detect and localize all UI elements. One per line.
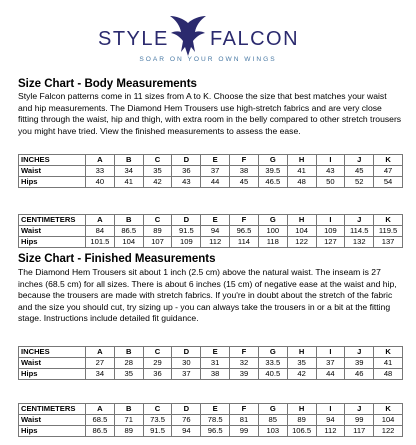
- table-header-cell: E: [201, 155, 230, 166]
- table-cell: 91.5: [143, 426, 172, 437]
- brand-header: [0, 0, 416, 72]
- body-measurements-title: Size Chart - Body Measurements: [18, 78, 197, 90]
- table-cell: 41: [114, 177, 143, 188]
- table-cell: 94: [316, 415, 345, 426]
- table-cell: 52: [345, 177, 374, 188]
- table-cell: 39: [230, 369, 259, 380]
- table-header-cell: INCHES: [19, 347, 86, 358]
- row-label-cell: Hips: [19, 237, 86, 248]
- table-cell: 43: [316, 166, 345, 177]
- table-cell: 89: [114, 426, 143, 437]
- table-header-cell: K: [374, 215, 403, 226]
- table-cell: 99: [345, 415, 374, 426]
- table-header-cell: H: [287, 215, 316, 226]
- table-cell: 91.5: [172, 226, 201, 237]
- table-cell: 86.5: [114, 226, 143, 237]
- table-cell: 100: [258, 226, 287, 237]
- table-cell: 118: [258, 237, 287, 248]
- row-label-cell: Waist: [19, 358, 86, 369]
- table-cell: 54: [374, 177, 403, 188]
- table-cell: 119.5: [374, 226, 403, 237]
- table-header-cell: A: [86, 155, 115, 166]
- table-cell: 41: [374, 358, 403, 369]
- table-header-cell: I: [316, 347, 345, 358]
- table-header-cell: C: [143, 404, 172, 415]
- table-header-cell: C: [143, 215, 172, 226]
- table-cell: 132: [345, 237, 374, 248]
- table-header-cell: D: [172, 404, 201, 415]
- finished-inches-table: [18, 346, 403, 380]
- table-cell: 122: [374, 426, 403, 437]
- row-label-cell: Hips: [19, 177, 86, 188]
- table-row: [19, 358, 403, 369]
- table-cell: 34: [114, 166, 143, 177]
- brand-name-right: FALCON: [210, 28, 300, 50]
- table-header-cell: K: [374, 347, 403, 358]
- table-cell: 38: [230, 166, 259, 177]
- finished-cm-table: [18, 403, 403, 437]
- table-cell: 44: [201, 177, 230, 188]
- table-header-cell: I: [316, 215, 345, 226]
- table-cell: 32: [230, 358, 259, 369]
- table-header-row: [19, 404, 403, 415]
- table-cell: 114.5: [345, 226, 374, 237]
- table-header-cell: I: [316, 155, 345, 166]
- table-cell: 47: [374, 166, 403, 177]
- table-header-cell: A: [86, 404, 115, 415]
- table-cell: 36: [172, 166, 201, 177]
- table-cell: 37: [172, 369, 201, 380]
- table-cell: 40: [86, 177, 115, 188]
- table-header-cell: K: [374, 404, 403, 415]
- table-cell: 43: [172, 177, 201, 188]
- row-label-cell: Hips: [19, 369, 86, 380]
- table-header-cell: J: [345, 215, 374, 226]
- table-cell: 28: [114, 358, 143, 369]
- table-header-cell: H: [287, 404, 316, 415]
- table-header-cell: A: [86, 347, 115, 358]
- table-cell: 48: [287, 177, 316, 188]
- table-header-cell: E: [201, 347, 230, 358]
- table-cell: 109: [316, 226, 345, 237]
- table-cell: 35: [114, 369, 143, 380]
- table-cell: 96.5: [201, 426, 230, 437]
- table-header-cell: A: [86, 215, 115, 226]
- table-header-cell: CENTIMETERS: [19, 215, 86, 226]
- table-header-cell: H: [287, 155, 316, 166]
- table-header-cell: J: [345, 404, 374, 415]
- table-cell: 101.5: [86, 237, 115, 248]
- table-cell: 38: [201, 369, 230, 380]
- table-header-cell: D: [172, 347, 201, 358]
- brand-name-left: STYLE: [98, 28, 169, 50]
- table-header-cell: F: [230, 347, 259, 358]
- table-row: [19, 226, 403, 237]
- row-label-cell: Waist: [19, 166, 86, 177]
- table-header-cell: G: [258, 215, 287, 226]
- table-header-cell: H: [287, 347, 316, 358]
- table-header-cell: CENTIMETERS: [19, 404, 86, 415]
- table-row: [19, 166, 403, 177]
- table-cell: 84: [86, 226, 115, 237]
- table-cell: 94: [172, 426, 201, 437]
- table-cell: 96.5: [230, 226, 259, 237]
- table-header-cell: B: [114, 215, 143, 226]
- table-cell: 46.5: [258, 177, 287, 188]
- table-header-cell: INCHES: [19, 155, 86, 166]
- table-cell: 39: [345, 358, 374, 369]
- table-cell: 106.5: [287, 426, 316, 437]
- table-cell: 45: [230, 177, 259, 188]
- table-cell: 114: [230, 237, 259, 248]
- table-cell: 34: [86, 369, 115, 380]
- table-header-row: [19, 155, 403, 166]
- table-cell: 127: [316, 237, 345, 248]
- table-header-cell: F: [230, 155, 259, 166]
- table-cell: 71: [114, 415, 143, 426]
- table-cell: 81: [230, 415, 259, 426]
- table-cell: 30: [172, 358, 201, 369]
- body-inches-table: [18, 154, 403, 188]
- table-cell: 104: [114, 237, 143, 248]
- table-header-cell: D: [172, 215, 201, 226]
- table-cell: 99: [230, 426, 259, 437]
- finished-measurements-paragraph: The Diamond Hem Trousers sit about 1 inch (2.5 cm) above the natural waist. The inseam is 27 inches (68.5 cm) for all sizes. There is about 6 inches (15 cm) of negative ease at the waist and hip, because the trousers are made with stretch fabrics. If you're in doubt about the stretch of the fabric and the size you should cut, try sizing up - you can always take the trousers in or a bit at the fitting stage. Instructions include detailed fit guidance.: [18, 267, 397, 324]
- table-cell: 44: [316, 369, 345, 380]
- table-header-cell: J: [345, 155, 374, 166]
- table-cell: 37: [316, 358, 345, 369]
- table-cell: 46: [345, 369, 374, 380]
- table-cell: 42: [143, 177, 172, 188]
- brand-tagline: SOAR ON YOUR OWN WINGS: [139, 56, 277, 63]
- table-header-cell: C: [143, 155, 172, 166]
- falcon-icon: [166, 14, 210, 58]
- table-cell: 37: [201, 166, 230, 177]
- body-measurements-paragraph: Style Falcon patterns come in 11 sizes from A to K. Choose the size that best matches your waist and hip measurements. The Diamond Hem Trousers use high-stretch fabrics and are very close fitting through the waist, hip and thigh, with extra room in the belly compared to other stretch trousers you might have tried. View the finished measurements to assess the ease.: [18, 91, 402, 136]
- table-cell: 35: [287, 358, 316, 369]
- table-cell: 104: [374, 415, 403, 426]
- table-cell: 33: [86, 166, 115, 177]
- table-cell: 45: [345, 166, 374, 177]
- table-cell: 104: [287, 226, 316, 237]
- table-header-cell: E: [201, 404, 230, 415]
- table-cell: 42: [287, 369, 316, 380]
- table-cell: 86.5: [86, 426, 115, 437]
- table-header-cell: I: [316, 404, 345, 415]
- table-cell: 137: [374, 237, 403, 248]
- table-cell: 94: [201, 226, 230, 237]
- table-cell: 117: [345, 426, 374, 437]
- table-header-cell: B: [114, 155, 143, 166]
- table-header-cell: K: [374, 155, 403, 166]
- table-cell: 107: [143, 237, 172, 248]
- table-cell: 41: [287, 166, 316, 177]
- table-cell: 112: [316, 426, 345, 437]
- body-cm-table: [18, 214, 403, 248]
- table-header-cell: J: [345, 347, 374, 358]
- table-cell: 31: [201, 358, 230, 369]
- table-cell: 73.5: [143, 415, 172, 426]
- table-cell: 50: [316, 177, 345, 188]
- table-row: [19, 369, 403, 380]
- row-label-cell: Hips: [19, 426, 86, 437]
- table-header-cell: E: [201, 215, 230, 226]
- table-cell: 29: [143, 358, 172, 369]
- table-cell: 109: [172, 237, 201, 248]
- table-cell: 36: [143, 369, 172, 380]
- table-cell: 33.5: [258, 358, 287, 369]
- table-cell: 85: [258, 415, 287, 426]
- table-cell: 78.5: [201, 415, 230, 426]
- table-cell: 76: [172, 415, 201, 426]
- table-header-cell: G: [258, 155, 287, 166]
- table-header-cell: C: [143, 347, 172, 358]
- table-header-cell: F: [230, 404, 259, 415]
- finished-measurements-title: Size Chart - Finished Measurements: [18, 253, 216, 265]
- table-cell: 68.5: [86, 415, 115, 426]
- table-cell: 122: [287, 237, 316, 248]
- table-header-row: [19, 347, 403, 358]
- table-header-cell: F: [230, 215, 259, 226]
- table-row: [19, 415, 403, 426]
- table-cell: 89: [143, 226, 172, 237]
- row-label-cell: Waist: [19, 415, 86, 426]
- table-cell: 48: [374, 369, 403, 380]
- table-header-cell: D: [172, 155, 201, 166]
- table-cell: 112: [201, 237, 230, 248]
- table-header-row: [19, 215, 403, 226]
- table-header-cell: G: [258, 404, 287, 415]
- table-cell: 103: [258, 426, 287, 437]
- table-header-cell: B: [114, 404, 143, 415]
- table-cell: 40.5: [258, 369, 287, 380]
- table-row: [19, 177, 403, 188]
- table-cell: 39.5: [258, 166, 287, 177]
- table-row: [19, 426, 403, 437]
- row-label-cell: Waist: [19, 226, 86, 237]
- table-header-cell: B: [114, 347, 143, 358]
- table-header-cell: G: [258, 347, 287, 358]
- table-cell: 27: [86, 358, 115, 369]
- table-cell: 89: [287, 415, 316, 426]
- table-cell: 35: [143, 166, 172, 177]
- table-row: [19, 237, 403, 248]
